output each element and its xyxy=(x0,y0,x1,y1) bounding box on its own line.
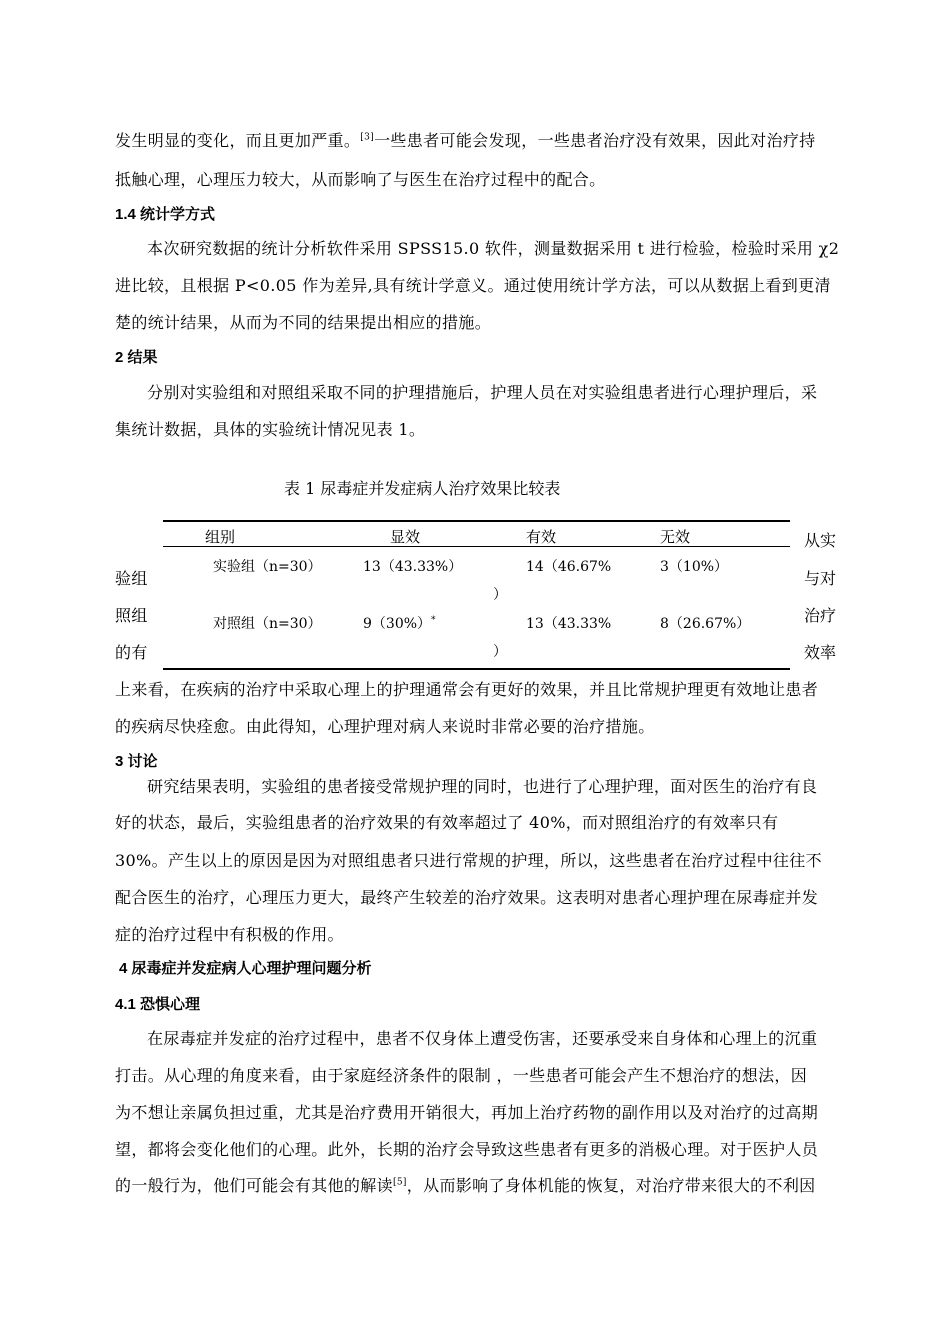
paragraph-line: 集统计数据，具体的实验统计情况见表 1。 xyxy=(115,420,426,439)
table-cell-effective-close: ） xyxy=(493,587,507,603)
table-cell-group: 对照组（n=30） xyxy=(213,616,322,632)
table-header-ineffective: 无效 xyxy=(660,528,691,546)
wrap-text-left: 验组 xyxy=(115,569,148,588)
wrap-text-right: 与对 xyxy=(804,569,837,588)
paragraph-line: 研究结果表明，实验组的患者接受常规护理的同时，也进行了心理护理，面对医生的治疗有良 xyxy=(147,777,818,796)
wrap-text-left: 的有 xyxy=(115,643,148,662)
citation-ref: [3] xyxy=(360,132,375,143)
table-cell-marked: 9（30%）* xyxy=(363,615,436,632)
paragraph-line: 分别对实验组和对照组采取不同的护理措施后，护理人员在对实验组患者进行心理护理后，采 xyxy=(147,383,818,402)
paragraph-line: 的一般行为，他们可能会有其他的解读[5]，从而影响了身体机能的恢复，对治疗带来很大的不利因 xyxy=(115,1176,816,1195)
wrap-text-right: 治疗 xyxy=(804,606,837,625)
table-header-effective: 有效 xyxy=(526,528,557,546)
paragraph-line: 配合医生的治疗，心理压力更大，最终产生较差的治疗效果。这表明对患者心理护理在尿毒症并发 xyxy=(115,888,819,907)
paragraph-line: 打击。从心理的角度来看，由于家庭经济条件的限制 ，一些患者可能会产生不想治疗的想法，因 xyxy=(115,1066,808,1085)
paragraph-line: 症的治疗过程中有积极的作用。 xyxy=(115,925,344,944)
table-cell-group: 实验组（n=30） xyxy=(213,559,322,575)
paragraph-line: 好的状态，最后，实验组患者的治疗效果的有效率超过了 40%，而对照组治疗的有效率只有 xyxy=(115,813,779,832)
paragraph-line: 楚的统计结果，从而为不同的结果提出相应的措施。 xyxy=(115,313,492,332)
table-caption: 表 1 尿毒症并发症病人治疗效果比较表 xyxy=(284,479,561,498)
wrap-text-left: 照组 xyxy=(115,606,148,625)
section-heading-3: 3 讨论 xyxy=(115,753,158,770)
paragraph-line: 望，都将会变化他们的心理。此外，长期的治疗会导致这些患者有更多的消极心理。对于医护人员 xyxy=(115,1140,819,1159)
table-cell-effective: 14（46.67% xyxy=(526,559,612,575)
table-bottom-rule xyxy=(163,668,790,670)
section-heading-4: 4 尿毒症并发症病人心理护理问题分析 xyxy=(119,960,372,977)
table-cell-marked: 13（43.33%） xyxy=(363,559,463,575)
paragraph-line: 发生明显的变化，而且更加严重。[3]一些患者可能会发现，一些患者治疗没有效果，因此对治疗持 xyxy=(115,131,816,150)
citation-ref: [5] xyxy=(392,1177,407,1188)
paragraph-line: 抵触心理，心理压力较大，从而影响了与医生在治疗过程中的配合。 xyxy=(115,170,606,189)
section-heading-2: 2 结果 xyxy=(115,349,158,366)
section-heading-4-1: 4.1 恐惧心理 xyxy=(115,996,201,1013)
table-header-group: 组别 xyxy=(205,528,236,546)
table-cell-effective: 13（43.33% xyxy=(526,616,612,632)
section-heading-1-4: 1.4 统计学方式 xyxy=(115,206,216,223)
paragraph-line: 本次研究数据的统计分析软件采用 SPSS15.0 软件，测量数据采用 t 进行检验，检验时采用 χ2 xyxy=(147,239,840,258)
paragraph-line: 为不想让亲属负担过重，尤其是治疗费用开销很大，再加上治疗药物的副作用以及对治疗的过高期 xyxy=(115,1103,819,1122)
significance-mark: * xyxy=(431,615,436,626)
table-header-marked: 显效 xyxy=(390,528,421,546)
wrap-text-right: 从实 xyxy=(804,531,837,550)
paragraph-line: 30%。产生以上的原因是因为对照组患者只进行常规的护理，所以，这些患者在治疗过程中往往不 xyxy=(115,851,822,870)
paragraph-line: 进比较，且根据 P<0.05 作为差异,具有统计学意义。通过使用统计学方法，可以从数据上看到更清 xyxy=(115,276,831,295)
table-cell-effective-close: ） xyxy=(493,644,507,660)
table-top-rule xyxy=(163,520,790,522)
paragraph-line: 在尿毒症并发症的治疗过程中，患者不仅身体上遭受伤害，还要承受来自身体和心理上的沉重 xyxy=(147,1029,818,1048)
table-cell-ineffective: 8（26.67%） xyxy=(660,616,751,632)
wrap-text-right: 效率 xyxy=(804,643,837,662)
paragraph-line: 上来看，在疾病的治疗中采取心理上的护理通常会有更好的效果，并且比常规护理更有效地让患者 xyxy=(115,680,819,699)
paragraph-line: 的疾病尽快痊愈。由此得知，心理护理对病人来说时非常必要的治疗措施。 xyxy=(115,717,655,736)
table-header-rule xyxy=(163,546,790,547)
table-cell-ineffective: 3（10%） xyxy=(660,559,729,575)
